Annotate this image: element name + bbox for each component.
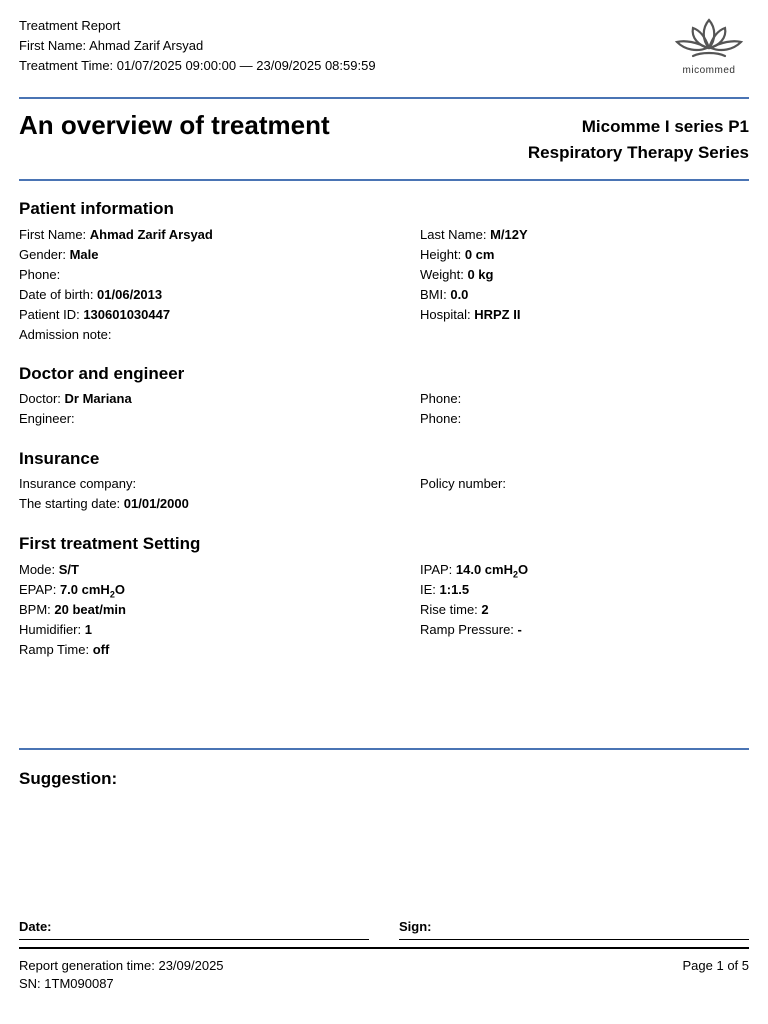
sign-line (399, 939, 749, 940)
insurance-heading: Insurance (19, 449, 100, 468)
suggestion-heading: Suggestion: (19, 769, 118, 788)
patient-last-name: Last Name: M/12Y (420, 227, 528, 242)
logo-text: micommed (682, 65, 736, 76)
patient-hospital: Hospital: HRPZ II (420, 307, 521, 322)
report-title: Treatment Report (19, 18, 121, 33)
patient-first-name: First Name: Ahmad Zarif Arsyad (19, 227, 213, 242)
patient-id: Patient ID: 130601030447 (19, 307, 171, 322)
page-number: Page 1 of 5 (682, 958, 749, 973)
doctor-phone: Phone: (420, 391, 462, 406)
patient-bmi: BMI: 0.0 (420, 287, 469, 302)
insurance-company: Insurance company: (19, 476, 137, 491)
treatment-time: Treatment Time: 01/07/2025 09:00:00 — 23/09/2025 08:59:59 (19, 58, 376, 73)
setting-mode: Mode: S/T (19, 562, 79, 577)
setting-epap: EPAP: 7.0 cmH$_2$O (19, 582, 125, 600)
doctor-name: Doctor: Dr Mariana (19, 391, 132, 406)
micommed-logo (669, 16, 749, 76)
setting-rise-time: Rise time: 2 (420, 602, 489, 617)
setting-ramp-time: Ramp Time: off (19, 642, 110, 657)
engineer-name: Engineer: (19, 411, 75, 426)
patient-gender: Gender: Male (19, 247, 99, 262)
setting-ie: IE: 1:1.5 (420, 582, 470, 597)
device-series: Respiratory Therapy Series (527, 143, 749, 162)
insurance-policy-number: Policy number: (420, 476, 506, 491)
doctor-heading: Doctor and engineer (19, 364, 185, 383)
patient-height: Height: 0 cm (420, 247, 495, 262)
date-label: Date: (19, 919, 52, 934)
patient-weight: Weight: 0 kg (420, 267, 494, 282)
report-generation-time: Report generation time: 23/09/2025 (19, 958, 224, 973)
date-line (19, 939, 369, 940)
device-name: Micomme I series P1 (581, 117, 749, 136)
suggestion-rule (19, 748, 749, 750)
serial-number: SN: 1TM090087 (19, 976, 114, 991)
patient-heading: Patient information (19, 199, 174, 218)
footer-rule (19, 947, 749, 949)
setting-humidifier: Humidifier: 1 (19, 622, 92, 637)
title-rule (19, 179, 749, 181)
setting-ipap: IPAP: 14.0 cmH$_2$O (420, 562, 529, 580)
setting-bpm: BPM: 20 beat/min (19, 602, 126, 617)
patient-dob: Date of birth: 01/06/2013 (19, 287, 163, 302)
sign-label: Sign: (399, 919, 432, 934)
header-first-name: First Name: Ahmad Zarif Arsyad (19, 38, 204, 53)
header-rule (19, 97, 749, 99)
page-title: An overview of treatment (19, 110, 330, 140)
settings-heading: First treatment Setting (19, 534, 201, 553)
patient-admission-note: Admission note: (19, 327, 112, 342)
insurance-start-date: The starting date: 01/01/2000 (19, 496, 189, 511)
setting-ramp-pressure: Ramp Pressure: - (420, 622, 522, 637)
patient-phone: Phone: (19, 267, 61, 282)
engineer-phone: Phone: (420, 411, 462, 426)
lotus-icon (669, 16, 749, 62)
